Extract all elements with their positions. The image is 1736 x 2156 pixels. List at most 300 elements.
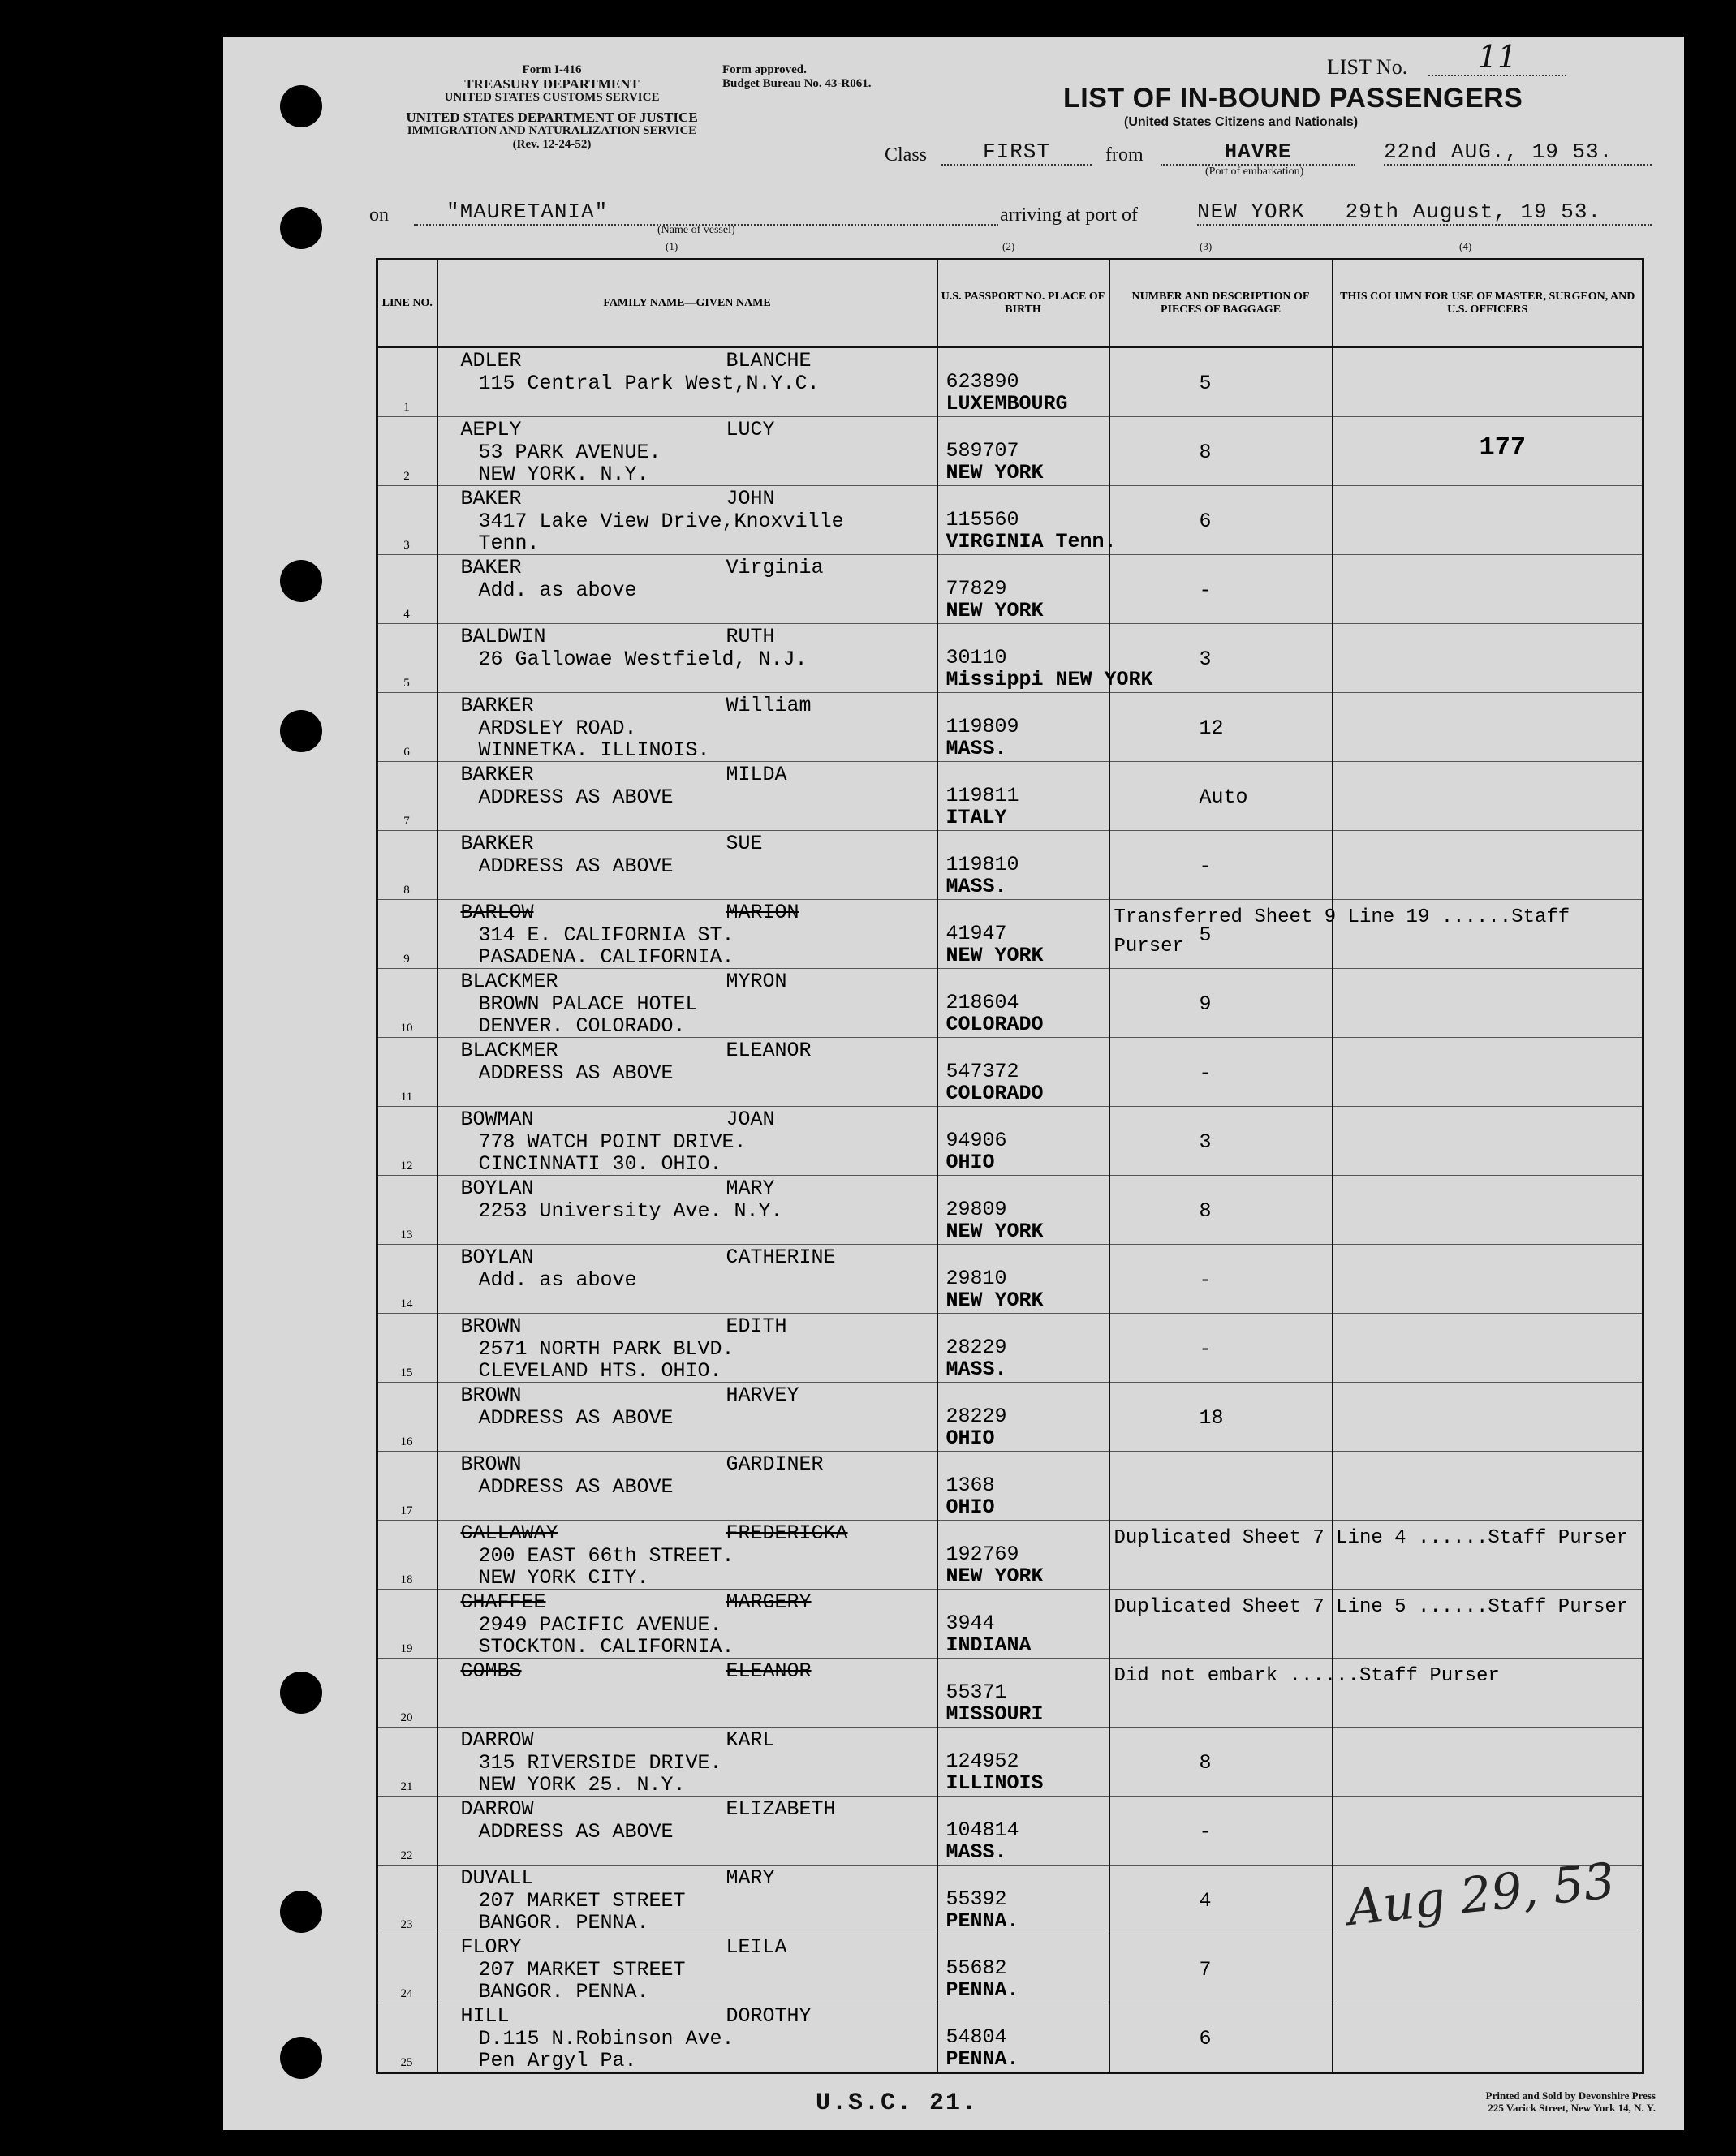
from-value: HAVRE — [1161, 140, 1355, 166]
passport-cell — [937, 486, 1117, 555]
baggage-cell — [1109, 555, 1333, 624]
family-name: CALLAWAY — [460, 1521, 558, 1545]
line-cell — [377, 1176, 437, 1245]
place-of-birth: LUXEMBOURG — [946, 392, 1068, 415]
from-label: from — [1105, 144, 1144, 166]
binder-hole — [280, 207, 322, 249]
class-value: FIRST — [941, 140, 1092, 166]
passport-no: 119811 — [946, 784, 1019, 807]
baggage-cell — [1109, 624, 1333, 693]
address-line: 2949 PACIFIC AVENUE. — [478, 1613, 722, 1637]
binder-hole — [280, 710, 322, 752]
given-name: FREDERICKA — [726, 1521, 848, 1545]
place-of-birth: MASS. — [946, 1358, 1007, 1381]
given-name: SUE — [726, 832, 763, 855]
baggage-cell — [1109, 486, 1333, 555]
passport-no: 119810 — [946, 853, 1019, 876]
line-cell — [377, 1590, 437, 1659]
passport-no: 77829 — [946, 577, 1007, 600]
line-cell — [377, 1866, 437, 1934]
given-name: LEILA — [726, 1935, 787, 1959]
family-name: BAKER — [460, 487, 522, 510]
baggage-cell — [1109, 1383, 1333, 1452]
name-cell — [437, 1176, 937, 1245]
name-cell — [437, 555, 937, 624]
list-no: 11 — [1428, 39, 1566, 76]
address-line: D.115 N.Robinson Ave. — [478, 2027, 734, 2051]
vessel-note: (Name of vessel) — [657, 224, 735, 236]
table-row — [377, 347, 1643, 417]
officer-cell — [1114, 1659, 1643, 1728]
passport-cell — [937, 1383, 1109, 1452]
name-cell — [437, 1866, 937, 1934]
line-number: 5 — [403, 677, 410, 690]
line-cell — [377, 900, 437, 969]
passport-no: 1368 — [946, 1474, 995, 1497]
table-row — [377, 762, 1643, 831]
family-name: BLACKMER — [460, 970, 558, 993]
baggage-count: 8 — [1199, 1199, 1212, 1223]
line-number: 9 — [403, 953, 410, 966]
line-number: 24 — [400, 1987, 413, 2000]
officer-cell — [1333, 693, 1643, 762]
class-label: Class — [885, 144, 928, 166]
col-header-passport: U.S. PASSPORT NO. PLACE OF BIRTH — [937, 260, 1109, 348]
family-name: FLORY — [460, 1935, 522, 1959]
family-name: BAKER — [460, 556, 522, 579]
passport-no: 115560 — [946, 508, 1019, 531]
line-cell — [377, 969, 437, 1038]
officer-cell — [1333, 417, 1643, 486]
family-name: CHAFFEE — [460, 1590, 546, 1614]
name-cell — [437, 831, 937, 900]
given-name: William — [726, 694, 812, 717]
place-of-birth: PENNA. — [946, 2047, 1019, 2071]
embark-date: 22nd AUG., 19 53. — [1384, 140, 1652, 166]
place-of-birth: NEW YORK — [946, 944, 1044, 967]
given-name: BLANCHE — [726, 349, 812, 372]
baggage-cell — [1109, 347, 1333, 417]
name-cell — [437, 486, 937, 555]
passport-cell — [937, 1038, 1109, 1107]
name-cell — [437, 347, 937, 417]
table-row — [377, 900, 1643, 969]
line-number: 1 — [403, 401, 410, 414]
place-of-birth: ITALY — [946, 806, 1007, 829]
family-name: BOYLAN — [460, 1246, 534, 1269]
address-line: 315 RIVERSIDE DRIVE. — [478, 1751, 722, 1775]
line-number: 11 — [400, 1091, 413, 1104]
family-name: HILL — [460, 2004, 510, 2028]
table-row — [377, 624, 1643, 693]
given-name: MILDA — [726, 763, 787, 786]
col-number: (3) — [1200, 240, 1213, 252]
address-line: 2571 NORTH PARK BLVD. — [478, 1337, 734, 1361]
line-number: 15 — [400, 1366, 413, 1379]
address-line: NEW YORK. N.Y. — [478, 463, 649, 486]
place-of-birth: COLORADO — [946, 1013, 1044, 1036]
name-cell — [437, 1728, 937, 1797]
place-of-birth: MASS. — [946, 1840, 1007, 1864]
baggage-count: 3 — [1199, 648, 1212, 671]
table-row — [377, 2003, 1643, 2073]
passport-cell — [937, 1797, 1109, 1866]
line-cell — [377, 1245, 437, 1314]
family-name: BOYLAN — [460, 1177, 534, 1200]
baggage-count: 7 — [1199, 1958, 1212, 1982]
name-cell — [437, 624, 937, 693]
given-name: MYRON — [726, 970, 787, 993]
place-of-birth: NEW YORK — [946, 461, 1044, 484]
baggage-count: 5 — [1199, 923, 1212, 947]
binder-hole — [280, 1672, 322, 1714]
address-line: 2253 University Ave. N.Y. — [478, 1199, 783, 1223]
officer-cell — [1333, 555, 1643, 624]
given-name: JOAN — [726, 1108, 775, 1131]
table-header-row — [377, 260, 1643, 348]
address-line: CINCINNATI 30. OHIO. — [478, 1152, 722, 1176]
officer-cell — [1333, 1038, 1643, 1107]
name-cell — [437, 693, 937, 762]
arrival-port-date: NEW YORK 29th August, 19 53. — [1197, 200, 1652, 226]
address-line: NEW YORK 25. N.Y. — [478, 1773, 686, 1797]
address-line: BANGOR. PENNA. — [478, 1980, 649, 2003]
address-line: 778 WATCH POINT DRIVE. — [478, 1130, 747, 1154]
family-name: BALDWIN — [460, 625, 546, 648]
baggage-cell — [1109, 1245, 1333, 1314]
line-cell — [377, 693, 437, 762]
col-number: (2) — [1002, 240, 1015, 252]
given-name: GARDINER — [726, 1452, 824, 1476]
passenger-table — [376, 258, 1644, 2074]
name-cell — [437, 1934, 937, 2003]
place-of-birth: NEW YORK — [946, 1220, 1044, 1243]
address-line: ADDRESS AS ABOVE — [478, 1061, 674, 1085]
given-name: MARION — [726, 901, 799, 924]
line-number: 16 — [400, 1435, 413, 1448]
line-cell — [377, 1797, 437, 1866]
col-header-baggage: NUMBER AND DESCRIPTION OF PIECES OF BAGGAGE — [1109, 260, 1333, 348]
address-line: ADDRESS AS ABOVE — [478, 854, 674, 878]
baggage-cell — [1109, 693, 1333, 762]
passport-no: 119809 — [946, 715, 1019, 738]
name-cell — [437, 1038, 937, 1107]
name-cell — [437, 762, 937, 831]
address-line: BANGOR. PENNA. — [478, 1911, 649, 1934]
given-name: JOHN — [726, 487, 775, 510]
passport-no: 192769 — [946, 1543, 1019, 1566]
address-line: PASADENA. CALIFORNIA. — [478, 945, 734, 969]
passport-no: 218604 — [946, 991, 1019, 1014]
family-name: DARROW — [460, 1797, 534, 1821]
baggage-cell — [1109, 1452, 1333, 1521]
address-line: 207 MARKET STREET — [478, 1958, 686, 1982]
place-of-birth: OHIO — [946, 1495, 995, 1519]
table-row — [377, 1038, 1643, 1107]
line-cell — [377, 486, 437, 555]
officer-cell — [1333, 1245, 1643, 1314]
passport-no: 104814 — [946, 1818, 1019, 1842]
line-number: 23 — [400, 1918, 413, 1931]
line-number: 25 — [400, 2056, 413, 2069]
table-row — [377, 693, 1643, 762]
baggage-count: Auto — [1199, 785, 1248, 809]
passport-cell — [937, 1590, 1109, 1659]
officer-cell — [1114, 1521, 1643, 1590]
col-number: (1) — [666, 240, 678, 252]
baggage-cell — [1109, 762, 1333, 831]
given-name: ELEANOR — [726, 1659, 812, 1683]
address-line: STOCKTON. CALIFORNIA. — [478, 1635, 734, 1659]
baggage-count: 12 — [1199, 717, 1224, 740]
table-row — [377, 831, 1643, 900]
given-name: MARY — [726, 1177, 775, 1200]
table-row — [377, 1245, 1643, 1314]
baggage-cell — [1109, 1728, 1333, 1797]
given-name: Virginia — [726, 556, 824, 579]
baggage-count: 3 — [1199, 1130, 1212, 1154]
place-of-birth: OHIO — [946, 1427, 995, 1450]
form-number: U.S.C. 21. — [816, 2089, 979, 2117]
given-name: LUCY — [726, 418, 775, 441]
line-number: 3 — [403, 539, 410, 552]
line-number: 20 — [400, 1711, 413, 1724]
baggage-count: 9 — [1199, 992, 1212, 1016]
name-cell — [437, 1107, 937, 1176]
name-cell — [437, 1659, 937, 1728]
baggage-cell — [1109, 1107, 1333, 1176]
vessel-name: "MAURETANIA" — [414, 200, 998, 226]
line-cell — [377, 1521, 437, 1590]
name-cell — [437, 1521, 937, 1590]
officer-note: Did not embark ......Staff Purser — [1114, 1665, 1500, 1687]
baggage-count: 8 — [1199, 1751, 1212, 1775]
line-number: 21 — [400, 1780, 413, 1793]
table-row — [377, 969, 1643, 1038]
address-line: 3417 Lake View Drive,Knoxville — [478, 510, 844, 533]
given-name: CATHERINE — [726, 1246, 836, 1269]
officer-cell — [1333, 969, 1643, 1038]
given-name: MARGERY — [726, 1590, 812, 1614]
passport-no: 124952 — [946, 1749, 1019, 1773]
passport-no: 547372 — [946, 1060, 1019, 1083]
baggage-count: - — [1199, 579, 1212, 602]
officer-cell — [1333, 1934, 1643, 2003]
address-line: 53 PARK AVENUE. — [478, 441, 661, 464]
baggage-cell — [1109, 2003, 1333, 2073]
line-number: 22 — [400, 1849, 413, 1862]
passport-cell — [937, 900, 1109, 969]
given-name: KARL — [726, 1728, 775, 1752]
address-line: ARDSLEY ROAD. — [478, 717, 637, 740]
line-cell — [377, 1038, 437, 1107]
passport-no: 41947 — [946, 922, 1007, 945]
officer-cell — [1333, 486, 1643, 555]
table-row — [377, 1934, 1643, 2003]
table-row — [377, 1590, 1643, 1659]
line-cell — [377, 1107, 437, 1176]
name-cell — [437, 969, 937, 1038]
passport-cell — [937, 1314, 1109, 1383]
officer-note: Transferred Sheet 9 Line 19 ......Staff Purser — [1114, 906, 1570, 958]
address-line: ADDRESS AS ABOVE — [478, 785, 674, 809]
place-of-birth: OHIO — [946, 1151, 995, 1174]
name-cell — [437, 1590, 937, 1659]
table-row — [377, 1452, 1643, 1521]
baggage-count: - — [1199, 1337, 1212, 1361]
line-number: 18 — [400, 1573, 413, 1586]
passport-no: 623890 — [946, 370, 1019, 394]
line-number: 6 — [403, 746, 410, 759]
table-row — [377, 1314, 1643, 1383]
line-cell — [377, 347, 437, 417]
given-name: DOROTHY — [726, 2004, 812, 2028]
passport-cell — [937, 555, 1109, 624]
passport-cell — [937, 1176, 1109, 1245]
line-number: 4 — [403, 608, 410, 621]
line-cell — [377, 555, 437, 624]
passport-cell — [937, 1521, 1109, 1590]
baggage-cell — [1109, 1866, 1333, 1934]
address-line: WINNETKA. ILLINOIS. — [478, 738, 710, 762]
passport-no: 54804 — [946, 2025, 1007, 2049]
family-name: BARLOW — [460, 901, 534, 924]
given-name: MARY — [726, 1866, 775, 1890]
officer-note: Duplicated Sheet 7 Line 4 ......Staff Purser — [1114, 1527, 1629, 1549]
baggage-cell — [1109, 1797, 1333, 1866]
passport-cell — [937, 1245, 1109, 1314]
form-info: Form I-416 TREASURY DEPARTMENT UNITED STATES CUSTOMS SERVICE — [444, 63, 660, 104]
family-name: BROWN — [460, 1384, 522, 1407]
line-number: 2 — [403, 470, 410, 483]
passport-cell — [937, 347, 1109, 417]
passport-cell — [937, 1934, 1109, 2003]
address-line: 207 MARKET STREET — [478, 1889, 686, 1913]
printer-note: Printed and Sold by Devonshire Press 225 Varick Street, New York 14, N. Y. — [1485, 2089, 1656, 2114]
table-row — [377, 1659, 1643, 1728]
given-name: ELEANOR — [726, 1039, 812, 1062]
table-row — [377, 486, 1643, 555]
officer-cell — [1333, 762, 1643, 831]
place-of-birth: MASS. — [946, 737, 1007, 760]
passport-no: 28229 — [946, 1405, 1007, 1428]
arriving-label: arriving at port of — [1000, 204, 1138, 226]
officer-cell — [1114, 900, 1643, 969]
given-name: ELIZABETH — [726, 1797, 836, 1821]
officer-cell — [1114, 1590, 1643, 1659]
port-note: (Port of embarkation) — [1205, 166, 1304, 178]
line-cell — [377, 1314, 437, 1383]
place-of-birth: INDIANA — [946, 1633, 1032, 1657]
family-name: BARKER — [460, 763, 534, 786]
line-number: 19 — [400, 1642, 413, 1655]
family-name: DARROW — [460, 1728, 534, 1752]
family-name: BOWMAN — [460, 1108, 534, 1131]
line-number: 13 — [400, 1229, 413, 1242]
passport-no: 94906 — [946, 1129, 1007, 1152]
passport-cell — [937, 1107, 1109, 1176]
passport-cell — [937, 1452, 1109, 1521]
baggage-count: - — [1199, 1268, 1212, 1292]
given-name: EDITH — [726, 1315, 787, 1338]
table-row — [377, 1383, 1643, 1452]
place-of-birth: ILLINOIS — [946, 1771, 1044, 1795]
officer-note: Duplicated Sheet 7 Line 5 ......Staff Purser — [1114, 1596, 1629, 1618]
on-label: on — [369, 204, 389, 226]
officer-cell — [1333, 1452, 1643, 1521]
baggage-count: 8 — [1199, 441, 1212, 464]
family-name: BLACKMER — [460, 1039, 558, 1062]
name-cell — [437, 900, 937, 969]
col-header-officers: THIS COLUMN FOR USE OF MASTER, SURGEON, AND U.S. OFFICERS — [1333, 260, 1643, 348]
place-of-birth: COLORADO — [946, 1082, 1044, 1105]
address-line: CLEVELAND HTS. OHIO. — [478, 1359, 722, 1383]
officer-cell — [1333, 1728, 1643, 1797]
baggage-count: 5 — [1199, 372, 1212, 395]
officer-cell — [1333, 2003, 1643, 2073]
col-header-line: LINE NO. — [377, 260, 437, 348]
table-row — [377, 555, 1643, 624]
page-title: LIST OF IN-BOUND PASSENGERS — [1063, 83, 1523, 114]
passport-no: 28229 — [946, 1336, 1007, 1359]
passport-cell — [937, 831, 1109, 900]
passport-no: 29810 — [946, 1267, 1007, 1290]
name-cell — [437, 417, 937, 486]
given-name: HARVEY — [726, 1384, 799, 1407]
officer-cell — [1333, 1314, 1643, 1383]
place-of-birth: PENNA. — [946, 1909, 1019, 1933]
officer-cell — [1333, 1383, 1643, 1452]
passport-cell — [937, 1659, 1109, 1728]
officer-note: 177 — [1479, 432, 1527, 463]
place-of-birth: NEW YORK — [946, 599, 1044, 622]
line-cell — [377, 1383, 437, 1452]
family-name: BROWN — [460, 1452, 522, 1476]
binder-hole — [280, 2037, 322, 2079]
baggage-cell — [1109, 1038, 1333, 1107]
line-cell — [377, 1728, 437, 1797]
address-line: 26 Gallowae Westfield, N.J. — [478, 648, 808, 671]
address-line: Pen Argyl Pa. — [478, 2049, 637, 2072]
table-row — [377, 1521, 1643, 1590]
baggage-count: - — [1199, 1820, 1212, 1844]
name-cell — [437, 1383, 937, 1452]
passport-cell — [937, 417, 1109, 486]
family-name: COMBS — [460, 1659, 522, 1683]
passport-cell — [937, 1728, 1109, 1797]
line-cell — [377, 762, 437, 831]
line-cell — [377, 831, 437, 900]
place-of-birth: MASS. — [946, 875, 1007, 898]
name-cell — [437, 2003, 937, 2073]
line-cell — [377, 417, 437, 486]
table-row — [377, 417, 1643, 486]
address-line: 200 EAST 66th STREET. — [478, 1544, 734, 1568]
officer-cell — [1333, 1176, 1643, 1245]
line-number: 14 — [400, 1297, 413, 1310]
passport-no: 55392 — [946, 1887, 1007, 1911]
place-of-birth: MISSOURI — [946, 1702, 1044, 1726]
passport-no: 29809 — [946, 1198, 1007, 1221]
line-cell — [377, 1452, 437, 1521]
family-name: BARKER — [460, 832, 534, 855]
family-name: DUVALL — [460, 1866, 534, 1890]
address-line: ADDRESS AS ABOVE — [478, 1406, 674, 1430]
passport-cell — [937, 624, 1153, 693]
list-no-label: LIST No. — [1327, 55, 1408, 79]
address-line: Tenn. — [478, 531, 540, 555]
officer-cell — [1333, 1107, 1643, 1176]
